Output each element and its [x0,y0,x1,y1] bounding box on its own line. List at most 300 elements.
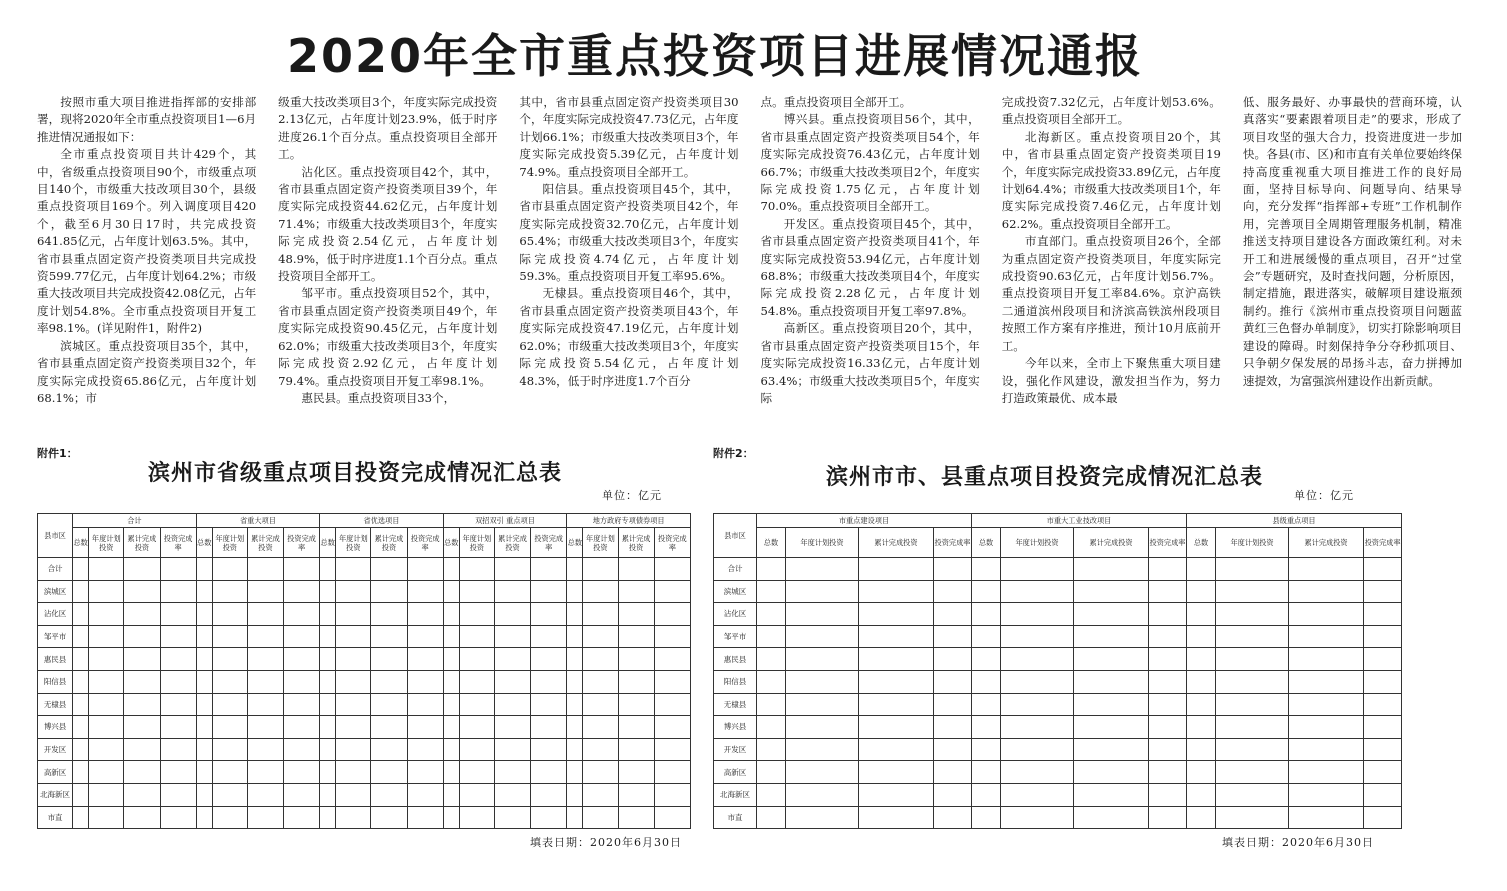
data-cell [531,716,567,739]
region-cell: 高新区 [38,761,73,784]
county-header: 县市区 [714,514,757,558]
data-cell [972,716,1001,739]
data-cell [972,761,1001,784]
data-cell [1001,806,1074,829]
data-cell [1187,580,1216,603]
table-row [38,558,691,581]
data-cell [407,558,443,581]
data-cell [583,693,618,716]
data-cell [124,648,160,671]
table-row [714,783,1402,806]
data-cell [320,580,336,603]
data-cell [618,648,654,671]
data-cell [284,761,320,784]
data-cell [1187,558,1216,581]
data-cell [934,670,972,693]
data-cell [320,806,336,829]
data-cell [212,580,247,603]
data-cell [583,738,618,761]
data-cell [618,716,654,739]
data-cell [73,603,89,626]
data-cell [407,761,443,784]
data-cell [443,670,459,693]
data-cell [972,670,1001,693]
data-cell [531,783,567,806]
data-cell [124,761,160,784]
paragraph: 邹平市。重点投资项目52个，其中，省市县重点固定资产投资类项目49个，年度实际完成投资90.45亿元，占年度计划62.0%；市级重大技改类项目3个，年度实际完成投资2.92亿元，占年度计划79.4%。重点投资项目开复工率98.1%。 [278,286,498,388]
data-cell [1216,693,1289,716]
data-cell [934,806,972,829]
data-cell [371,558,407,581]
data-cell [247,761,283,784]
data-cell [1149,648,1187,671]
group-header: 省重大项目 [196,514,320,528]
data-cell [1216,580,1289,603]
data-cell [196,625,212,648]
sub-header: 总数 [757,528,786,558]
data-cell [786,761,859,784]
data-cell [284,693,320,716]
data-cell [1187,625,1216,648]
data-cell [618,806,654,829]
data-cell [1364,806,1402,829]
data-cell [443,603,459,626]
paragraph: 全市重点投资项目共计429个，其中，省级重点投资项目90个，市级重点项目140个，市级重大技改项目30个，县级重点投资项目169个。列入调度项目420个，截至6月30日17时，共完成投资641.85亿元，占年度计划63.5%。其中，省市县重点固定资产投资类项目共完成投资599.77亿元，占年度计划64.2%；市级重大技改项目共完成投资42.08亿元，占年度计划54.8%。全市重点投资项目开复工率98.1%。(详见附件1，附件2) [37,147,257,336]
data-cell [1289,670,1364,693]
data-cell [972,693,1001,716]
data-cell [1187,670,1216,693]
data-cell [1074,738,1149,761]
data-cell [583,603,618,626]
sub-header: 年度计划投资 [336,528,371,558]
data-cell [1149,716,1187,739]
data-cell [459,670,494,693]
data-cell [494,580,530,603]
data-cell [1364,603,1402,626]
region-cell: 滨城区 [714,580,757,603]
data-cell [407,738,443,761]
data-cell [1149,806,1187,829]
data-cell [124,716,160,739]
sub-header: 投资完成率 [1364,528,1402,558]
data-cell [1289,648,1364,671]
data-cell [1216,716,1289,739]
data-cell [320,761,336,784]
data-cell [618,693,654,716]
data-cell [567,783,583,806]
data-cell [1216,670,1289,693]
data-cell [284,783,320,806]
data-cell [1001,716,1074,739]
data-cell [1289,761,1364,784]
data-cell [1187,783,1216,806]
data-cell [567,603,583,626]
data-cell [757,648,786,671]
data-cell [1187,738,1216,761]
article-column [1002,94,1221,434]
data-cell [73,783,89,806]
paragraph: 其中，省市县重点固定资产投资类项目30个，年度实际完成投资47.73亿元，占年度计划66.1%；市级重大技改类项目3个，年度实际完成投资5.39亿元，占年度计划74.9%。重点投资项目全部开工。 [519,95,739,179]
annex-label: 附件2： [713,447,754,460]
group-header: 省优选项目 [320,514,444,528]
region-cell: 沾化区 [38,603,73,626]
data-cell [73,580,89,603]
data-cell [247,783,283,806]
sub-header: 总数 [567,528,583,558]
data-cell [654,783,690,806]
data-cell [284,806,320,829]
data-cell [124,625,160,648]
region-cell: 邹平市 [714,625,757,648]
sub-header: 投资完成率 [284,528,320,558]
data-cell [1074,716,1149,739]
table-row [38,716,691,739]
data-cell [443,693,459,716]
data-cell [1187,761,1216,784]
region-cell: 合计 [38,558,73,581]
sub-header: 年度计划投资 [583,528,618,558]
data-cell [336,716,371,739]
region-cell: 阳信县 [38,670,73,693]
data-cell [859,648,934,671]
data-cell [1289,738,1364,761]
data-cell [1216,783,1289,806]
data-cell [284,558,320,581]
data-cell [336,761,371,784]
data-cell [196,558,212,581]
region-cell: 开发区 [38,738,73,761]
data-cell [567,648,583,671]
data-cell [531,603,567,626]
data-cell [443,806,459,829]
data-cell [160,580,196,603]
region-cell: 市直 [38,806,73,829]
table-row [714,580,1402,603]
table-row [714,648,1402,671]
data-cell [407,693,443,716]
data-cell [1364,761,1402,784]
data-cell [212,716,247,739]
sub-header: 投资完成率 [531,528,567,558]
data-cell [531,670,567,693]
data-cell [494,625,530,648]
data-cell [196,761,212,784]
county-header: 县市区 [38,514,73,558]
sub-header: 累计完成投资 [247,528,283,558]
region-cell: 无棣县 [38,693,73,716]
data-cell [618,738,654,761]
data-cell [1149,670,1187,693]
data-cell [1001,783,1074,806]
data-cell [124,558,160,581]
paragraph: 低、服务最好、办事最快的营商环境，认真落实“要素跟着项目走”的要求，形成了项目攻坚的强大合力，投资进度进一步加快。各县(市、区)和市直有关单位要始终保持高度重视重大项目推进工作的良好局面，坚持目标导向、问题导向、结果导向，充分发挥“指挥部+专班”工作机制作用，完善项目全周期管理服务机制，精准推送支持项目建设各方面政策红利。对未开工和进展缓慢的重点项目，召开“过堂会”专题研究，及时查找问题，分析原因，制定措施，跟进落实，破解项目建设瓶颈制约。推行《滨州市重点投资项目问题蓝黄红三色督办单制度》，切实打除影响项目建设的障碍。时刻保持争分夺秒抓项目、只争朝夕保发展的昂扬斗志，奋力拼搏加速提效，为富强滨州建设作出新贡献。 [1242,95,1463,388]
data-cell [160,693,196,716]
headline: 2020年全市重点投资项目进展情况通报 [286,29,1144,83]
data-cell [1074,625,1149,648]
data-cell [583,806,618,829]
sub-header: 总数 [320,528,336,558]
data-cell [1074,648,1149,671]
paragraph: 高新区。重点投资项目20个，其中，省市县重点固定资产投资类项目15个，年度实际完成投资16.33亿元，占年度计划63.4%；市级重大技改类项目5个，年度实际 [760,321,980,405]
data-cell [934,738,972,761]
paragraph: 阳信县。重点投资项目45个，其中，省市县重点固定资产投资类项目42个，年度实际完成投资32.70亿元，占年度计划65.4%；市级重大技改类项目3个，年度实际完成投资4.74亿元，占年度计划59.3%。重点投资项目开复工率95.6%。 [519,182,739,284]
data-cell [972,738,1001,761]
data-cell [443,761,459,784]
data-cell [89,761,124,784]
data-cell [89,558,124,581]
region-cell: 惠民县 [38,648,73,671]
data-cell [247,716,283,739]
data-cell [459,806,494,829]
data-cell [371,580,407,603]
sub-header: 累计完成投资 [1074,528,1149,558]
data-cell [73,558,89,581]
table-row [38,625,691,648]
data-cell [284,603,320,626]
table-row [38,783,691,806]
data-cell [196,783,212,806]
data-cell [859,716,934,739]
data-cell [531,625,567,648]
sub-header: 年度计划投资 [212,528,247,558]
data-cell [212,783,247,806]
data-cell [247,670,283,693]
data-cell [1074,670,1149,693]
data-cell [459,603,494,626]
data-cell [196,580,212,603]
data-cell [972,806,1001,829]
data-cell [583,580,618,603]
data-cell [124,603,160,626]
data-cell [371,625,407,648]
data-cell [336,806,371,829]
table-row [714,625,1402,648]
data-cell [618,670,654,693]
table-row [38,738,691,761]
data-cell [531,693,567,716]
data-cell [160,625,196,648]
data-cell [583,625,618,648]
data-cell [1289,625,1364,648]
data-cell [89,603,124,626]
region-cell: 滨城区 [38,580,73,603]
data-cell [859,603,934,626]
data-cell [212,738,247,761]
data-cell [407,603,443,626]
sub-header: 总数 [1187,528,1216,558]
data-cell [494,806,530,829]
data-cell [336,603,371,626]
data-cell [786,806,859,829]
data-cell [284,648,320,671]
table-row [38,580,691,603]
data-cell [934,716,972,739]
group-header: 县级重点项目 [1187,514,1402,528]
data-cell [459,693,494,716]
paragraph: 博兴县。重点投资项目56个，其中，省市县重点固定资产投资类项目54个，年度实际完成投资76.43亿元，占年度计划66.7%；市级重大技改类项目2个，年度实际完成投资1.75亿元，占年度计划70.0%。重点投资项目全部开工。 [760,112,980,214]
sub-header: 累计完成投资 [371,528,407,558]
data-cell [196,603,212,626]
table-row [714,761,1402,784]
data-cell [757,693,786,716]
data-cell [212,806,247,829]
data-cell [89,783,124,806]
data-cell [1187,693,1216,716]
data-cell [654,761,690,784]
data-cell [583,670,618,693]
data-cell [786,580,859,603]
region-cell: 阳信县 [714,670,757,693]
data-cell [1364,693,1402,716]
data-cell [407,625,443,648]
data-cell [654,580,690,603]
data-cell [1001,693,1074,716]
data-cell [407,670,443,693]
data-cell [89,693,124,716]
data-cell [212,603,247,626]
data-cell [247,693,283,716]
data-cell [654,603,690,626]
data-cell [1364,558,1402,581]
data-cell [459,558,494,581]
data-cell [757,806,786,829]
data-cell [124,670,160,693]
group-header: 市重点建设项目 [757,514,972,528]
data-cell [336,693,371,716]
data-cell [859,783,934,806]
data-cell [160,716,196,739]
region-cell: 博兴县 [714,716,757,739]
data-cell [371,783,407,806]
data-cell [371,670,407,693]
data-cell [531,580,567,603]
table-row [714,693,1402,716]
data-cell [1001,580,1074,603]
data-cell [407,716,443,739]
data-cell [320,648,336,671]
data-cell [757,625,786,648]
data-cell [934,761,972,784]
data-cell [583,558,618,581]
data-cell [284,716,320,739]
data-cell [1149,580,1187,603]
data-cell [1289,806,1364,829]
data-cell [443,625,459,648]
data-cell [212,693,247,716]
data-cell [972,558,1001,581]
data-cell [859,738,934,761]
data-cell [494,783,530,806]
data-cell [972,648,1001,671]
data-cell [247,603,283,626]
data-cell [443,716,459,739]
data-cell [786,603,859,626]
sub-header: 投资完成率 [407,528,443,558]
data-cell [786,738,859,761]
data-cell [196,693,212,716]
data-cell [212,648,247,671]
paragraph: 完成投资7.32亿元，占年度计划53.6%。重点投资项目全部开工。 [1001,95,1221,127]
data-cell [284,625,320,648]
data-cell [1149,783,1187,806]
sub-header: 总数 [972,528,1001,558]
table-row [38,648,691,671]
paragraph: 级重大技改类项目3个，年度实际完成投资2.13亿元，占年度计划23.9%，低于时序进度26.1个百分点。重点投资项目全部开工。 [278,95,498,162]
data-cell [124,783,160,806]
sub-header: 年度计划投资 [1216,528,1289,558]
data-cell [459,580,494,603]
data-cell [1149,625,1187,648]
data-cell [786,716,859,739]
data-cell [371,648,407,671]
unit-note: 单位：亿元 [1294,489,1354,502]
data-cell [160,783,196,806]
table-row [38,670,691,693]
data-cell [654,716,690,739]
region-cell: 北海新区 [38,783,73,806]
sub-header: 累计完成投资 [1289,528,1364,558]
data-cell [654,670,690,693]
paragraph: 按照市重大项目推进指挥部的安排部署，现将2020年全市重点投资项目1—6月推进情况通报如下： [37,95,257,144]
data-cell [336,783,371,806]
region-cell: 博兴县 [38,716,73,739]
data-cell [284,580,320,603]
unit-note: 单位：亿元 [602,489,662,502]
sub-header: 年度计划投资 [1001,528,1074,558]
article-column [519,94,738,434]
data-cell [160,761,196,784]
provincial-summary-table [37,513,691,829]
data-cell [407,783,443,806]
sub-header: 投资完成率 [654,528,690,558]
data-cell [618,761,654,784]
table-row [38,761,691,784]
data-cell [1289,580,1364,603]
data-cell [371,806,407,829]
data-cell [336,648,371,671]
data-cell [1187,648,1216,671]
sub-header: 投资完成率 [160,528,196,558]
data-cell [284,738,320,761]
table-row [714,806,1402,829]
data-cell [934,693,972,716]
annex-label: 附件1： [37,447,78,460]
data-cell [160,738,196,761]
data-cell [89,625,124,648]
data-cell [757,603,786,626]
data-cell [1364,783,1402,806]
data-cell [371,716,407,739]
data-cell [1289,716,1364,739]
data-cell [757,738,786,761]
data-cell [494,716,530,739]
data-cell [1289,603,1364,626]
data-cell [1289,558,1364,581]
data-cell [583,761,618,784]
data-cell [531,648,567,671]
data-cell [618,783,654,806]
data-cell [531,738,567,761]
data-cell [336,670,371,693]
data-cell [443,580,459,603]
region-cell: 无棣县 [714,693,757,716]
data-cell [786,648,859,671]
data-cell [1216,603,1289,626]
data-cell [1001,648,1074,671]
paragraph: 点。重点投资项目全部开工。 [760,95,912,109]
data-cell [73,806,89,829]
data-cell [1074,761,1149,784]
